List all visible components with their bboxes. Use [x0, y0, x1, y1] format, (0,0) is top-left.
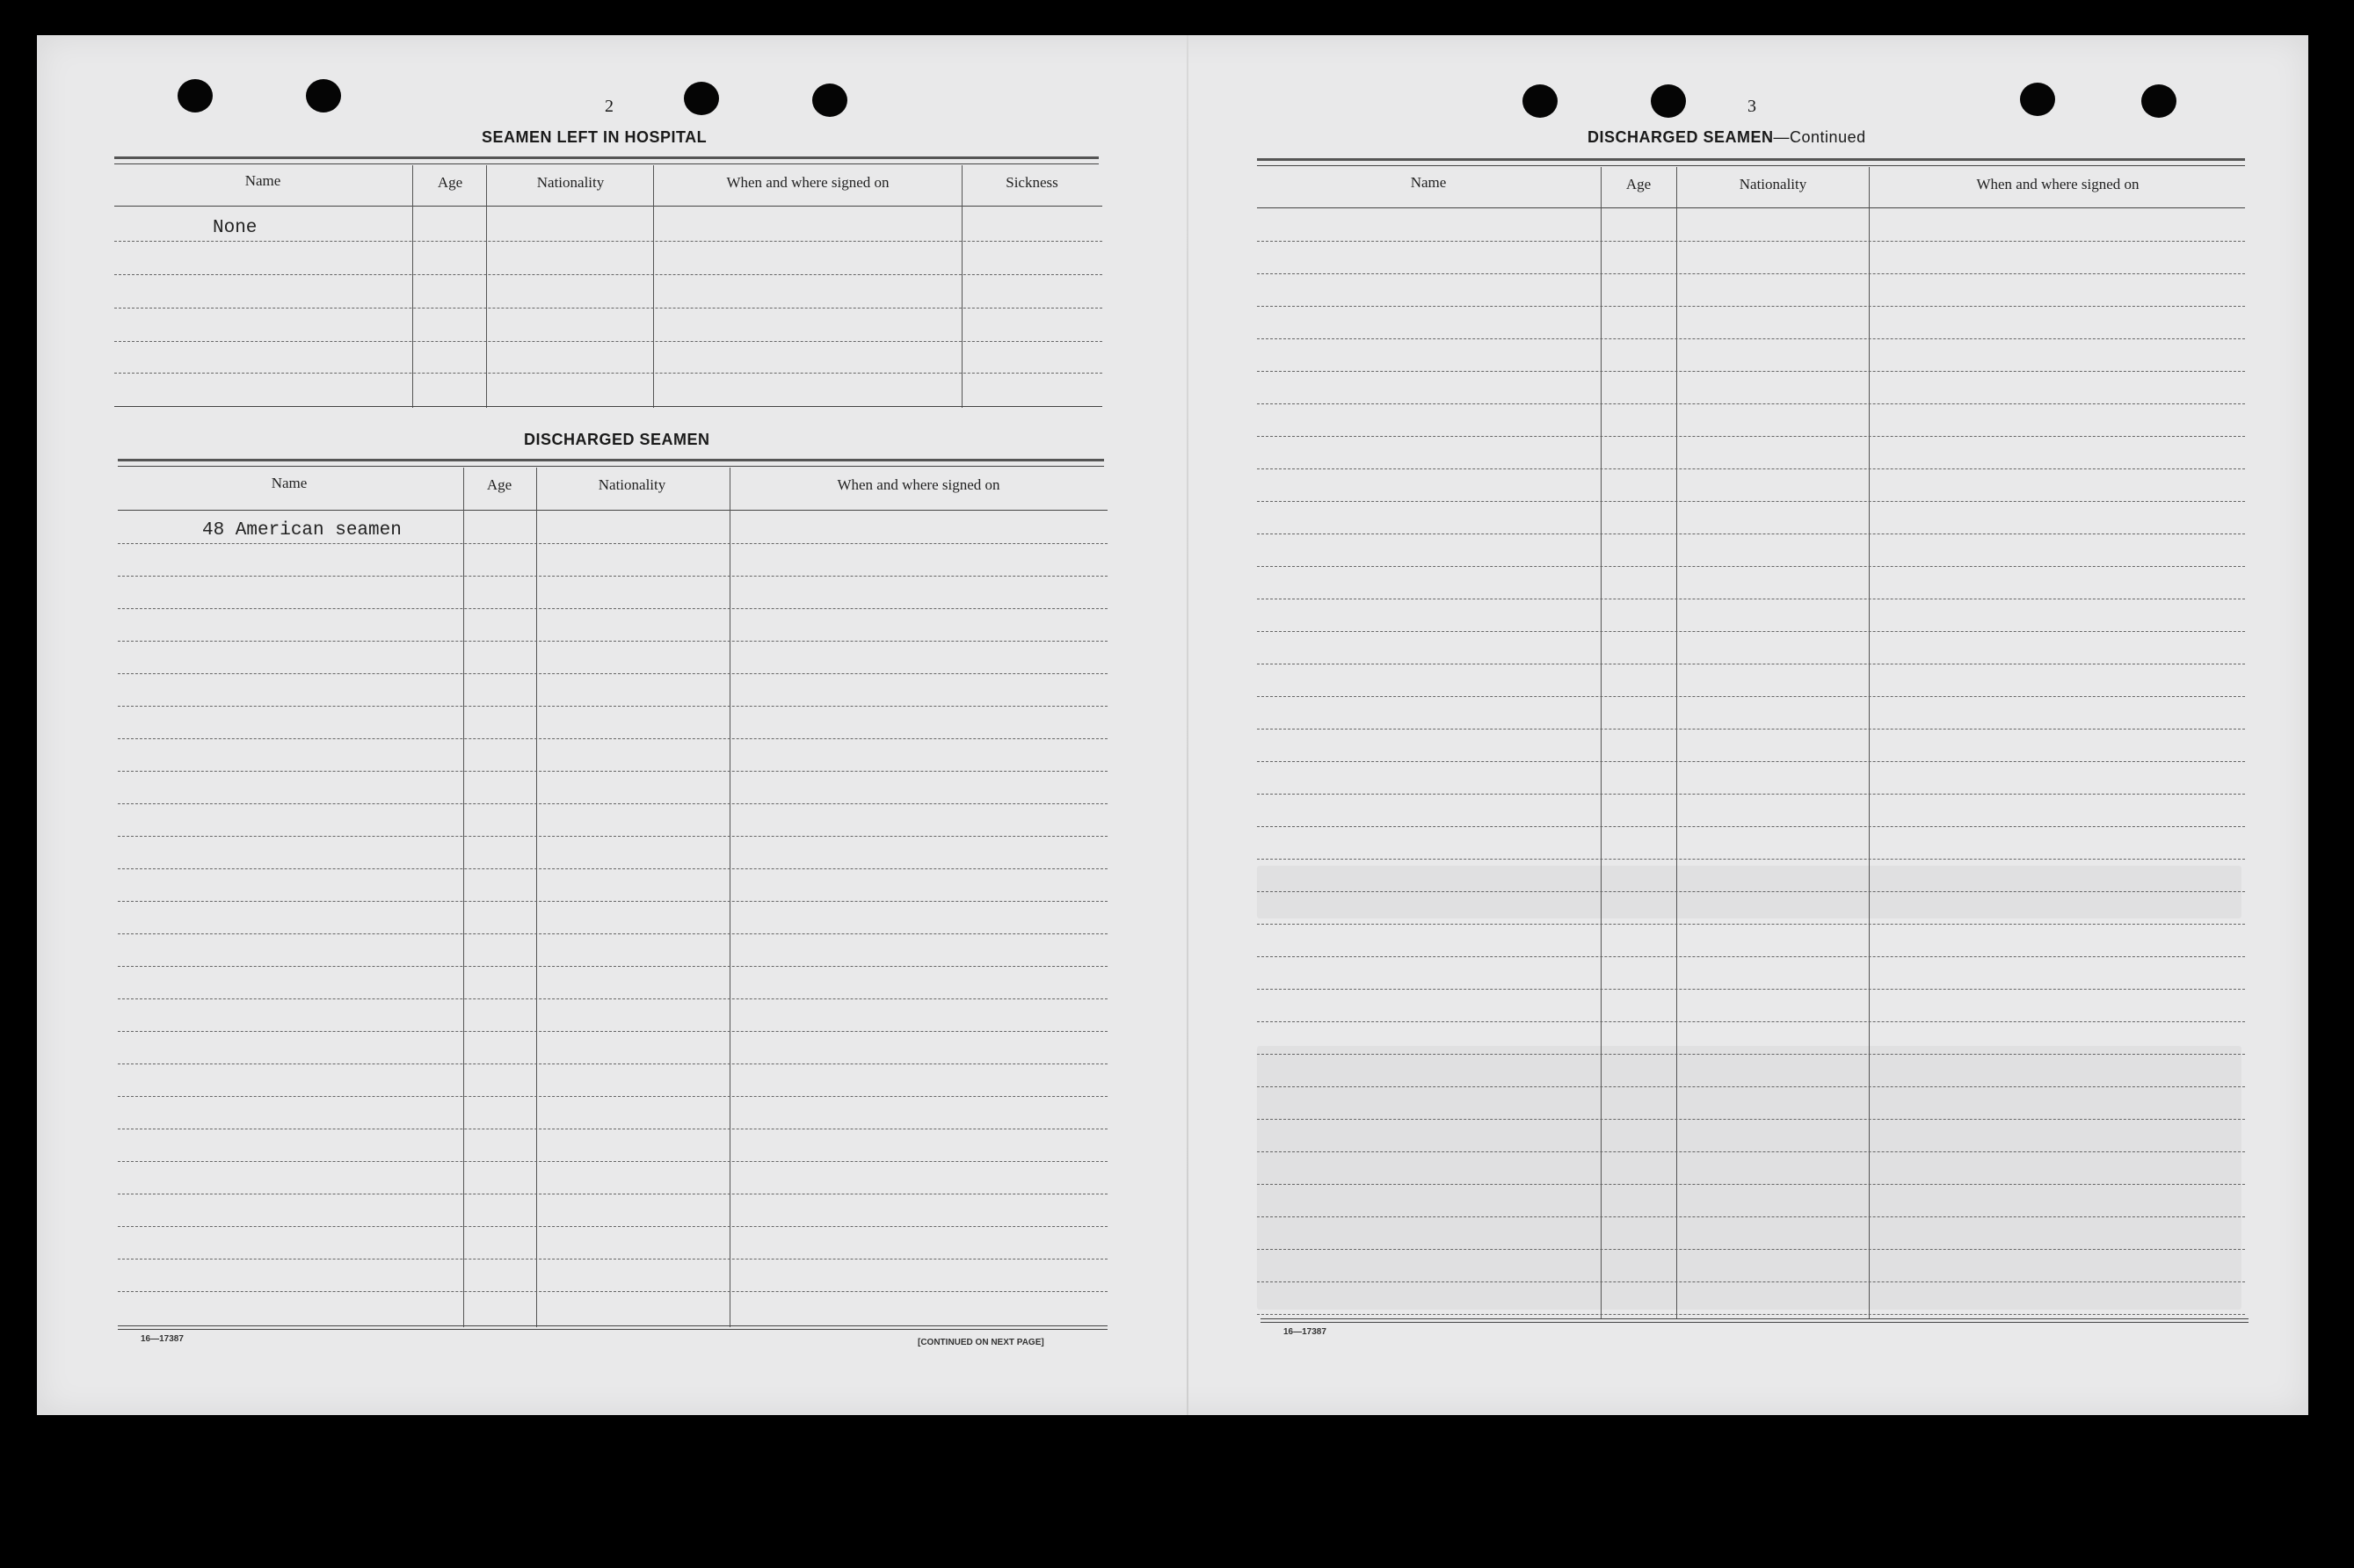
hospital-section-title: SEAMEN LEFT IN HOSPITAL: [482, 128, 708, 146]
ruled-row-line: [1257, 1281, 2245, 1282]
right-top-rule: [1257, 158, 2245, 161]
ruled-row-line: [118, 608, 1108, 609]
ruled-row-line: [1257, 1119, 2245, 1120]
discharged-col-divider: [536, 468, 537, 1327]
punch-hole: [684, 82, 719, 115]
punch-hole: [2020, 83, 2055, 116]
ruled-row-line: [1257, 1249, 2245, 1250]
hospital-top-rule: [114, 156, 1099, 159]
discharged-bottom-rule-2: [118, 1329, 1108, 1330]
discharged-top-rule-thin: [118, 466, 1104, 467]
discharged-continued-title: [1587, 128, 1866, 147]
discharged-entry-name: 48 American seamen: [202, 520, 402, 541]
hospital-col-divider: [962, 165, 963, 408]
ruled-row-line: [1257, 468, 2245, 469]
right-bottom-rule: [1261, 1318, 2249, 1319]
hospital-col-divider: [653, 165, 654, 408]
discharged-continued-title-main: DISCHARGED SEAMEN: [1587, 128, 1774, 146]
hospital-col-sickness: Sickness: [1006, 174, 1058, 191]
right-col-signed-on: When and where signed on: [1976, 176, 2140, 192]
ruled-row-line: [1257, 403, 2245, 404]
ruled-row-line: [1257, 1314, 2245, 1315]
ruled-row-line: [1257, 1184, 2245, 1185]
ruled-row-line: [118, 901, 1108, 902]
right-top-rule-thin: [1257, 165, 2245, 166]
discharged-top-rule: [118, 459, 1104, 461]
ruled-row-line: [118, 706, 1108, 707]
discharged-col-divider: [463, 468, 464, 1327]
discharged-col-signed-on: When and where signed on: [837, 476, 1000, 493]
hospital-row-line: [114, 274, 1102, 275]
ruled-row-line: [1257, 1151, 2245, 1152]
ruled-row-line: [1257, 338, 2245, 339]
hospital-top-rule-thin: [114, 163, 1099, 164]
ruled-row-line: [118, 1063, 1108, 1064]
ruled-row-line: [1257, 273, 2245, 274]
hospital-row-line: [114, 373, 1102, 374]
discharged-col-age: Age: [486, 476, 512, 493]
ruled-row-line: [1257, 306, 2245, 307]
ruled-row-line: [1257, 1086, 2245, 1087]
right-col-age: Age: [1625, 176, 1652, 192]
right-header-bottom: [1257, 207, 2245, 208]
ruled-row-line: [118, 998, 1108, 999]
ruled-row-line: [118, 1161, 1108, 1162]
bleed-through: [1257, 1046, 2241, 1310]
hospital-col-divider: [412, 165, 413, 408]
punch-hole: [306, 79, 341, 113]
ruled-row-line: [1257, 761, 2245, 762]
discharged-header-bottom: [118, 510, 1108, 511]
continued-note: [CONTINUED ON NEXT PAGE]: [918, 1338, 1044, 1347]
ruled-row-line: [118, 641, 1108, 642]
ruled-row-line: [118, 868, 1108, 869]
hospital-bottom-rule: [114, 406, 1102, 407]
ruled-row-line: [1257, 696, 2245, 697]
ruled-row-line: [118, 1226, 1108, 1227]
ruled-row-line: [1257, 956, 2245, 957]
ruled-row-line: [1257, 241, 2245, 242]
ruled-row-line: [118, 933, 1108, 934]
ruled-row-line: [1257, 729, 2245, 730]
hospital-col-age: Age: [437, 174, 463, 191]
ruled-row-line: [1257, 989, 2245, 990]
ruled-row-line: [1257, 794, 2245, 795]
hospital-row-line: [114, 241, 1102, 242]
hospital-col-signed-on: When and where signed on: [726, 174, 890, 191]
form-number-right: 16—17387: [1283, 1327, 1326, 1337]
right-col-divider: [1601, 167, 1602, 1318]
ruled-row-line: [1257, 826, 2245, 827]
hospital-row-line: [114, 308, 1102, 309]
ruled-row-line: [118, 803, 1108, 804]
page-number-right: 3: [1747, 97, 1756, 116]
punch-hole: [1651, 84, 1686, 118]
ruled-row-line: [118, 1291, 1108, 1292]
ruled-row-line: [1257, 891, 2245, 892]
page-fold: [1187, 35, 1188, 1415]
bleed-through: [1257, 866, 2241, 918]
form-number-left: 16—17387: [141, 1334, 184, 1344]
punch-hole: [1522, 84, 1558, 118]
ruled-row-line: [118, 1096, 1108, 1097]
ruled-row-line: [118, 1031, 1108, 1032]
ruled-row-line: [118, 576, 1108, 577]
ruled-row-line: [118, 966, 1108, 967]
ruled-row-line: [1257, 859, 2245, 860]
ruled-row-line: [1257, 1216, 2245, 1217]
hospital-col-nationality: Nationality: [536, 174, 605, 191]
discharged-col-nationality: Nationality: [598, 476, 666, 493]
ruled-row-line: [118, 738, 1108, 739]
ruled-row-line: [1257, 501, 2245, 502]
ruled-row-line: [1257, 436, 2245, 437]
ruled-row-line: [118, 771, 1108, 772]
discharged-col-name: Name: [271, 475, 308, 491]
ruled-row-line: [1257, 1021, 2245, 1022]
ruled-row-line: [1257, 631, 2245, 632]
punch-hole: [2141, 84, 2176, 118]
ruled-row-line: [1257, 371, 2245, 372]
hospital-entry-name: None: [213, 218, 258, 238]
discharged-bottom-rule: [118, 1325, 1108, 1326]
right-col-divider: [1869, 167, 1870, 1318]
ruled-row-line: [1257, 566, 2245, 567]
ruled-row-line: [1257, 924, 2245, 925]
ruled-row-line: [118, 673, 1108, 674]
right-bottom-rule-2: [1261, 1322, 2249, 1323]
hospital-col-divider: [486, 165, 487, 408]
hospital-row-line: [114, 341, 1102, 342]
punch-hole: [812, 83, 847, 117]
right-col-nationality: Nationality: [1739, 176, 1807, 192]
hospital-header-bottom: [114, 206, 1102, 207]
right-col-name: Name: [1410, 174, 1447, 191]
ruled-row-line: [1257, 1054, 2245, 1055]
hospital-col-name: Name: [244, 172, 281, 189]
discharged-section-title: DISCHARGED SEAMEN: [524, 431, 710, 448]
discharged-continued-suffix: —Continued: [1773, 128, 1866, 146]
right-col-divider: [1676, 167, 1677, 1318]
ruled-row-line: [118, 836, 1108, 837]
ruled-row-line: [118, 543, 1108, 544]
page-number-left: 2: [605, 97, 614, 116]
punch-hole: [178, 79, 213, 113]
